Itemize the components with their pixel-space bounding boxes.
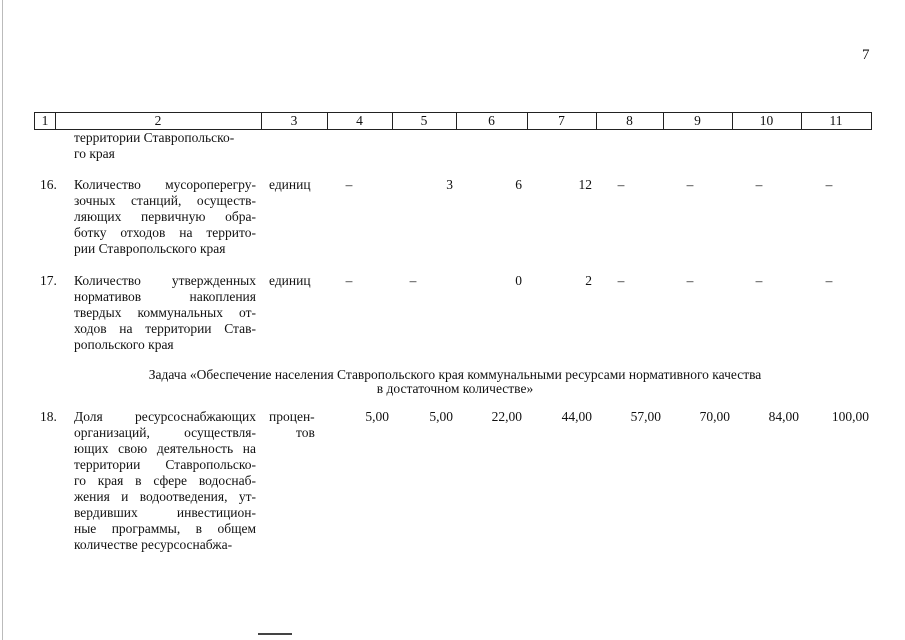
row-description-line: организаций, осуществля- [74,425,256,440]
row-value: – [617,177,625,192]
row-value: 5,00 [365,409,389,424]
task-heading [100,368,810,396]
row-value: 3 [446,177,453,192]
row-unit: тов [296,425,315,440]
scan-mark [258,633,292,635]
row-value: – [755,177,763,192]
row-value: – [345,273,353,288]
row-description-line: твердых коммунальных от- [74,305,256,320]
row-value: – [755,273,763,288]
row-number: 18. [40,409,57,424]
row-description-line: ляющих первичную обра- [74,209,256,224]
row-value: 5,00 [429,409,453,424]
row-value: 12 [578,177,592,192]
row-description-line: количестве ресурсоснабжа- [74,537,233,552]
row-description-line: Количество утвержденных [74,273,256,288]
row-value: – [409,273,417,288]
column-header-10: 10 [732,113,802,129]
row-description-line: зочных станций, осуществ- [74,193,256,208]
page-number: 7 [862,47,870,63]
row-description-line: вердивших инвестицион- [74,505,256,520]
column-header-4: 4 [327,113,393,129]
row-value: – [686,177,694,192]
continuation-line: территории Ставропольско- [74,130,235,145]
row-description-line: территории Ставропольско- [74,457,256,472]
column-header-9: 9 [663,113,733,129]
row-description-line: го края в сфере водоснаб- [74,473,256,488]
row-description-line: рии Ставропольского края [74,241,226,256]
row-unit: единиц [269,273,311,288]
row-description-line: нормативов накопления [74,289,256,304]
row-value: – [345,177,353,192]
column-header-5: 5 [392,113,457,129]
row-value: – [825,273,833,288]
column-header-2: 2 [55,113,262,129]
row-value: 44,00 [561,409,592,424]
continuation-line: го края [74,146,115,161]
row-unit: процен- [269,409,315,424]
row-description-line: ропольского края [74,337,174,352]
row-number: 17. [40,273,57,288]
task-heading-line: в достаточном количестве» [376,381,534,396]
row-value: 100,00 [831,409,869,424]
column-header-6: 6 [456,113,528,129]
row-value: 6 [515,177,522,192]
row-value: 70,00 [699,409,730,424]
row-description-line: жения и водоотведения, ут- [74,489,256,504]
column-header-8: 8 [596,113,664,129]
row-value: 2 [585,273,592,288]
column-header-11: 11 [829,113,843,128]
row-value: 57,00 [630,409,661,424]
row-number: 16. [40,177,57,192]
task-heading-line: Задача «Обеспечение населения Ставропольского края коммунальными ресурсами нормативного качества [148,367,762,382]
row-value: 0 [515,273,522,288]
row-description-line: Количество мусороперегру- [74,177,256,192]
row-value: 84,00 [768,409,799,424]
column-header-7: 7 [527,113,597,129]
row-description-line: Доля ресурсоснабжающих [74,409,256,424]
row-description-line: ходов на территории Став- [74,321,256,336]
row-value: – [686,273,694,288]
row-description-line: ющих свою деятельность на [74,441,256,456]
column-header-3: 3 [261,113,328,129]
row-description-line: ные программы, в общем [74,521,256,536]
row-value: 22,00 [491,409,522,424]
row-value: – [825,177,833,192]
row-description-line: ботку отходов на террито- [74,225,256,240]
column-header-row [34,112,872,130]
row-unit: единиц [269,177,311,192]
column-header-1: 1 [35,113,56,129]
row-value: – [617,273,625,288]
page-edge [2,0,3,640]
